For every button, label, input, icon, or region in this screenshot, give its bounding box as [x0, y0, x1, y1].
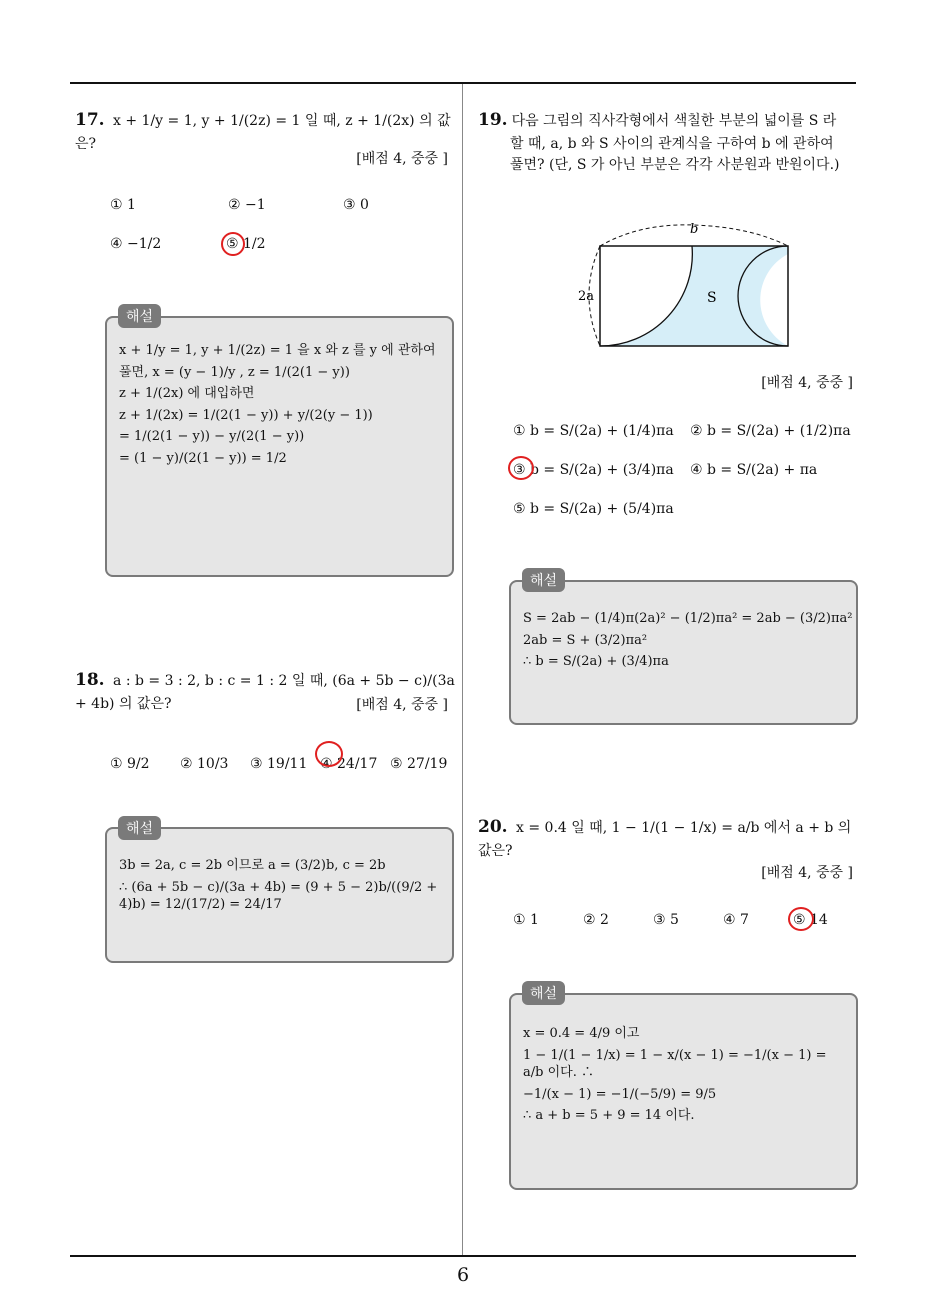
solution-line: 2ab = S + (3/2)πa²: [523, 632, 648, 648]
question-text: 할 때, a, b 와 S 사이의 관계식을 구하여 b 에 관하여: [510, 135, 834, 152]
label-s: S: [707, 290, 717, 306]
solution-line: 3b = 2a, c = 2b 이므로 a = (3/2)b, c = 2b: [119, 858, 386, 873]
solution-line: z + 1/(2x) = 1/(2(1 − y)) + y/(2(y − 1)): [119, 407, 373, 423]
top-rule: [70, 82, 856, 84]
option-1[interactable]: ① b = S/(2a) + (1/4)πa: [513, 423, 674, 439]
answer-mark: [508, 456, 534, 480]
question-meta: [배점 4, 중중 ]: [761, 865, 853, 881]
solution-box-19: [509, 580, 858, 725]
solution-box-17: [105, 316, 454, 577]
solution-line: S = 2ab − (1/4)π(2a)² − (1/2)πa² = 2ab − (3/2)πa²: [523, 611, 853, 626]
question-number: 19.: [478, 110, 508, 130]
question-meta: [배점 4, 중중 ]: [356, 151, 448, 167]
question-number: 18.: [75, 670, 105, 690]
solution-line: = (1 − y)/(2(1 − y)) = 1/2: [119, 450, 287, 466]
solution-line: −1/(x − 1) = −1/(−5/9) = 9/5: [523, 1086, 717, 1102]
question-meta: [배점 4, 중중 ]: [356, 697, 448, 713]
option-3[interactable]: ③ 5: [653, 912, 679, 928]
option-3[interactable]: ③ b = S/(2a) + (3/4)πa: [513, 462, 674, 478]
solution-box-20: [509, 993, 858, 1190]
solution-tag: 해설: [118, 304, 161, 328]
solution-line: ∴ b = S/(2a) + (3/4)πa: [523, 654, 669, 670]
column-divider: [462, 84, 463, 1256]
option-5[interactable]: ⑤ 1/2: [226, 236, 266, 252]
solution-line: 1 − 1/(1 − 1/x) = 1 − x/(x − 1) = −1/(x − 1) = a/b 이다. ∴: [523, 1047, 827, 1081]
question-20: [478, 815, 863, 862]
question-text: a : b = 3 : 2, b : c = 1 : 2 일 때, (6a + 5b − c)/(3a + 4b) 의 값은?: [75, 673, 455, 712]
rectangle-figure: [570, 215, 800, 355]
solution-tag: 해설: [118, 816, 161, 840]
question-number: 17.: [75, 110, 105, 130]
solution-line: = 1/(2(1 − y)) − y/(2(1 − y)): [119, 429, 305, 445]
option-5[interactable]: ⑤ 14: [793, 912, 828, 928]
option-4[interactable]: ④ b = S/(2a) + πa: [690, 462, 818, 478]
option-2[interactable]: ② 10/3: [180, 756, 229, 772]
solution-line: ∴ a + b = 5 + 9 = 14 이다.: [523, 1108, 695, 1124]
question-text: x = 0.4̇ 일 때, 1 − 1/(1 − 1/x) = a/b 에서 a + b 의 값은?: [478, 820, 852, 859]
answer-mark: [315, 741, 343, 767]
option-2[interactable]: ② 2: [583, 912, 609, 928]
solution-tag: 해설: [522, 981, 565, 1005]
option-3[interactable]: ③ 0: [343, 197, 369, 213]
solution-line: 풀면, x = (y − 1)/y , z = 1/(2(1 − y)): [119, 364, 350, 380]
solution-tag: 해설: [522, 568, 565, 592]
option-4[interactable]: ④ −1/2: [110, 236, 162, 252]
solution-line: z + 1/(2x) 에 대입하면: [119, 386, 255, 402]
solution-line: x = 0.4̇ = 4/9 이고: [523, 1026, 640, 1041]
question-text: 풀면? (단, S 가 아닌 부분은 각각 사분원과 반원이다.): [510, 156, 840, 173]
question-meta: [배점 4, 중중 ]: [761, 375, 853, 391]
option-5[interactable]: ⑤ 27/19: [390, 756, 448, 772]
solution-line: ∴ (6a + 5b − c)/(3a + 4b) = (9 + 5 − 2)b/((9/2 + 4)b) = 12/(17/2) = 24/17: [119, 879, 438, 913]
question-text: 다음 그림의 직사각형에서 색칠한 부분의 넓이를 S 라: [511, 113, 837, 129]
option-1[interactable]: ① 9/2: [110, 756, 150, 772]
option-3[interactable]: ③ 19/11: [250, 756, 308, 772]
question-19: [478, 108, 858, 176]
option-4[interactable]: ④ 7: [723, 912, 749, 928]
option-4[interactable]: ④ 24/17: [320, 756, 378, 772]
question-text: x + 1/y = 1, y + 1/(2z) = 1 일 때, z + 1/(2x) 의 값은?: [75, 113, 451, 152]
solution-box-18: [105, 827, 454, 963]
question-number: 20.: [478, 817, 508, 837]
option-5[interactable]: ⑤ b = S/(2a) + (5/4)πa: [513, 501, 674, 517]
label-b: b: [690, 222, 699, 237]
page-number: 6: [456, 1264, 470, 1286]
option-1[interactable]: ① 1: [110, 197, 136, 213]
solution-line: x + 1/y = 1, y + 1/(2z) = 1 을 x 와 z 를 y 에 관하여: [119, 343, 436, 358]
bottom-rule: [70, 1255, 856, 1257]
answer-mark: [221, 232, 245, 256]
option-1[interactable]: ① 1: [513, 912, 539, 928]
option-2[interactable]: ② −1: [228, 197, 266, 213]
option-2[interactable]: ② b = S/(2a) + (1/2)πa: [690, 423, 851, 439]
answer-mark: [788, 907, 814, 931]
label-2a: 2a: [578, 289, 595, 304]
